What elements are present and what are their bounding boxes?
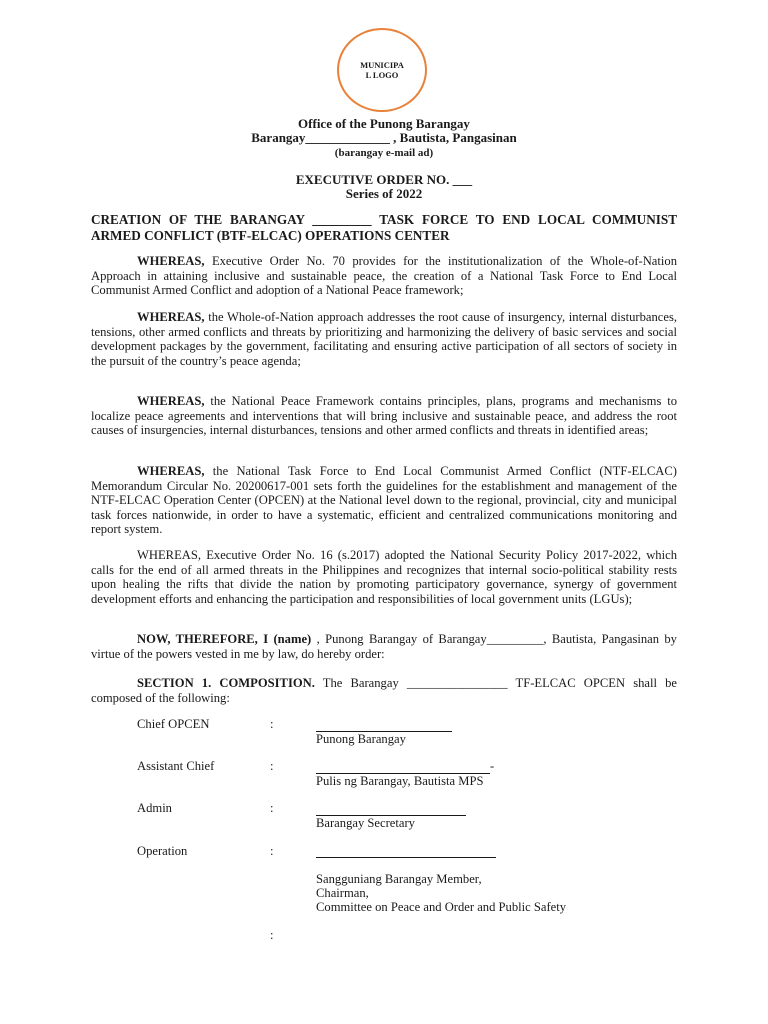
paragraph-lead: WHEREAS, [137, 254, 205, 268]
composition-role: Committee on Peace and Order and Public Safety [316, 900, 567, 914]
section-heading: SECTION 1. COMPOSITION. [137, 676, 315, 690]
paragraph-lead: WHEREAS, [137, 464, 205, 478]
office-title: Office of the Punong Barangay [298, 116, 470, 131]
signature-dash: - [490, 759, 495, 773]
paragraph-text: the National Peace Framework contains principles, plans, programs and mechanisms to localize peace agreements and interventions that will bring inclusive and sustainable peace, and address the root causes of insurgencies, internal disturbances, tensions and other armed conflicts and threats in identified areas; [91, 394, 677, 438]
order-series: Series of 2022 [345, 186, 423, 201]
paragraph-text: the National Task Force to End Local Communist Armed Conflict (NTF-ELCAC) Memorandum Circular No. 20200617-001 sets forth the guidelines for the establishment and management of the NTF-ELCAC Operation Center (OPCEN) at the National level down to the regional, provincial, city and municipal task forces nationwide, in order to have a systematic, efficient and centralized communications monitoring and report system. [91, 464, 677, 537]
paragraph-7 [91, 676, 677, 705]
email-line: (barangay e-mail ad) [334, 147, 434, 159]
order-number: EXECUTIVE ORDER NO. ___ [295, 172, 473, 187]
composition-role: Chairman, [316, 886, 369, 900]
composition-label: Admin [137, 801, 172, 815]
paragraph-5 [91, 548, 677, 606]
composition-colon: : [270, 844, 274, 858]
barangay-line: Barangay_____________ , Bautista, Pangasinan [251, 130, 517, 145]
composition-role: Punong Barangay [316, 732, 406, 746]
paragraph-2 [91, 310, 677, 368]
composition-label: Assistant Chief [137, 759, 215, 773]
paragraph-text: the Whole-of-Nation approach addresses the root cause of insurgency, internal disturbances, tensions, other armed conflicts and threats by prioritizing and harmonizing the delivery of basic services and social development packages by the government, facilitating and ensuring active participation of all sectors of society in the pursuit of the country’s peace agenda; [91, 310, 677, 368]
paragraph-text: The Barangay ________________ TF-ELCAC OPCEN shall be composed of the following: [91, 676, 677, 705]
paragraph-lead: WHEREAS, [137, 310, 205, 324]
logo-text: MUNICIPAL LOGO [360, 60, 404, 80]
composition-label: Chief OPCEN [137, 717, 210, 731]
paragraph-6 [91, 632, 677, 661]
composition-colon: : [270, 759, 274, 773]
paragraph-text: , Punong Barangay of Barangay_________, Bautista, Pangasinan by virtue of the powers vested in me by law, do hereby order: [91, 632, 677, 661]
composition-label: Operation [137, 844, 188, 858]
composition-role: Barangay Secretary [316, 816, 415, 830]
paragraph-1 [91, 254, 677, 298]
composition-colon: : [270, 717, 274, 731]
paragraph-lead: WHEREAS, [137, 394, 205, 408]
municipal-logo [337, 28, 427, 112]
document-title: CREATION OF THE BARANGAY _________ TASK FORCE TO END LOCAL COMMUNIST ARMED CONFLICT (BTF-ELCAC) OPERATIONS CENTER [91, 212, 677, 243]
paragraph-text: WHEREAS, Executive Order No. 16 (s.2017) adopted the National Security Policy 2017-2022, which calls for the end of all armed threats in the Philippines and recognizes that internal socio-political stability rests upon healing the rifts that divide the nation by promoting participatory governance, synergy of government development efforts and enhancing the participation and responsibilities of local government units (LGUs); [91, 548, 677, 606]
paragraph-text: Executive Order No. 70 provides for the institutionalization of the Whole-of-Nation Approach in attaining inclusive and sustainable peace, the creation of a National Task Force to End Local Communist Armed Conflict and adoption of a National Peace framework; [91, 254, 677, 298]
trailing-colon: : [270, 928, 274, 942]
paragraph-4 [91, 464, 677, 537]
composition-colon: : [270, 801, 274, 815]
paragraph-lead: NOW, THEREFORE, I (name) [137, 632, 312, 646]
composition-role: Sangguniang Barangay Member, [316, 872, 482, 886]
signature-line [316, 857, 496, 858]
composition-role: Pulis ng Barangay, Bautista MPS [316, 774, 484, 788]
paragraph-3 [91, 394, 677, 438]
